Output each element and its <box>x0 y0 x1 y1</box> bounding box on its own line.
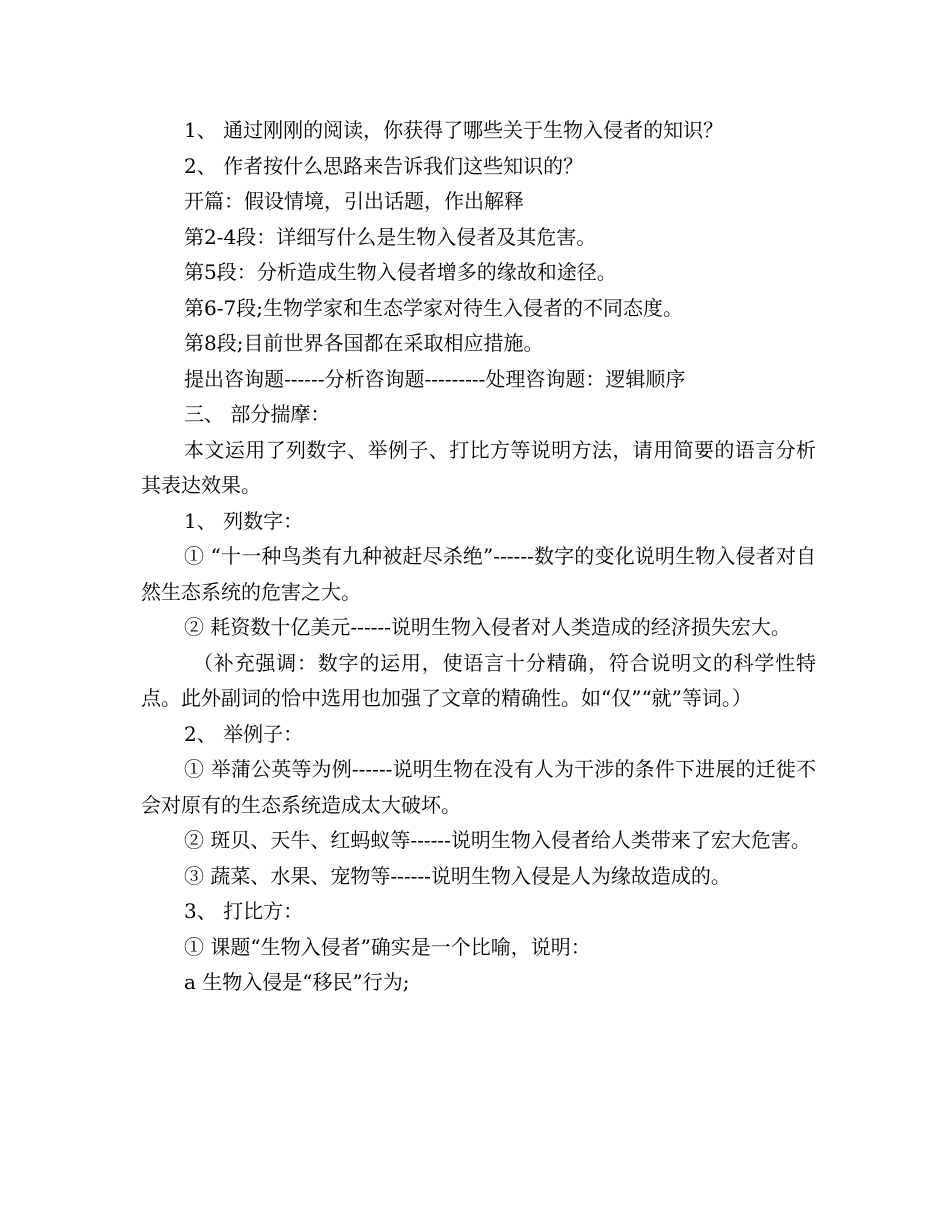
examples-item-1: ① 举蒲公英等为例------说明生物在没有人为干涉的条件下进展的迁徙不会对原有的生态系统造成太大破坏。 <box>141 757 816 817</box>
subheading-numbers: 1、 列数字： <box>184 508 304 533</box>
metaphor-item-1: ① 课题“生物入侵者”确实是一个比喻，说明： <box>184 934 591 959</box>
outline-paragraph-8: 第8段;目前世界各国都在采取相应措施。 <box>184 331 544 355</box>
question-1: 1、 通过刚刚的阅读，你获得了哪些关于生物入侵者的知识？ <box>184 118 724 142</box>
methods-intro: 本文运用了列数字、举例子、打比方等说明方法，请用简要的语言分析其表达效果。 <box>141 437 816 497</box>
outline-paragraph-2-4: 第2-4段：详细写什么是生物入侵者及其危害。 <box>184 224 597 249</box>
outline-opening: 开篇：假设情境，引出话题，作出解释 <box>184 189 524 213</box>
logic-order: 提出咨询题------分析咨询题---------处理咨询题：逻辑顺序 <box>184 366 686 391</box>
subheading-examples: 2、 举例子： <box>184 721 304 746</box>
examples-item-3: ③ 蔬菜、水果、宠物等------说明生物入侵是人为缘故造成的。 <box>184 863 731 888</box>
outline-paragraph-6-7: 第6-7段;生物学家和生态学家对待生入侵者的不同态度。 <box>184 295 683 320</box>
subheading-metaphor: 3、 打比方： <box>184 899 304 923</box>
outline-paragraph-5: 第5段：分析造成生物入侵者增多的缘故和途径。 <box>184 260 617 284</box>
examples-item-2: ② 斑贝、天牛、红蚂蚁等------说明生物入侵者给人类带来了宏大危害。 <box>184 828 811 852</box>
supplement-note: （补充强调：数字的运用，使语言十分精确，符合说明文的科学性特点。此外副词的恰中选用也加强了文章的精确性。如“仅”“就”等词。） <box>141 650 816 710</box>
metaphor-point-a: a 生物入侵是“移民”行为; <box>184 970 410 994</box>
document-body <box>141 113 816 1001</box>
section-heading-3: 三、 部分揣摩： <box>184 402 331 426</box>
numbers-item-2: ② 耗资数十亿美元------说明生物入侵者对人类造成的经济损失宏大。 <box>184 615 791 639</box>
question-2: 2、 作者按什么思路来告诉我们这些知识的？ <box>184 153 584 178</box>
numbers-item-1: ① “十一种鸟类有九种被赶尽杀绝”------数字的变化说明生物入侵者对自然生态系统的危害之大。 <box>141 544 816 604</box>
